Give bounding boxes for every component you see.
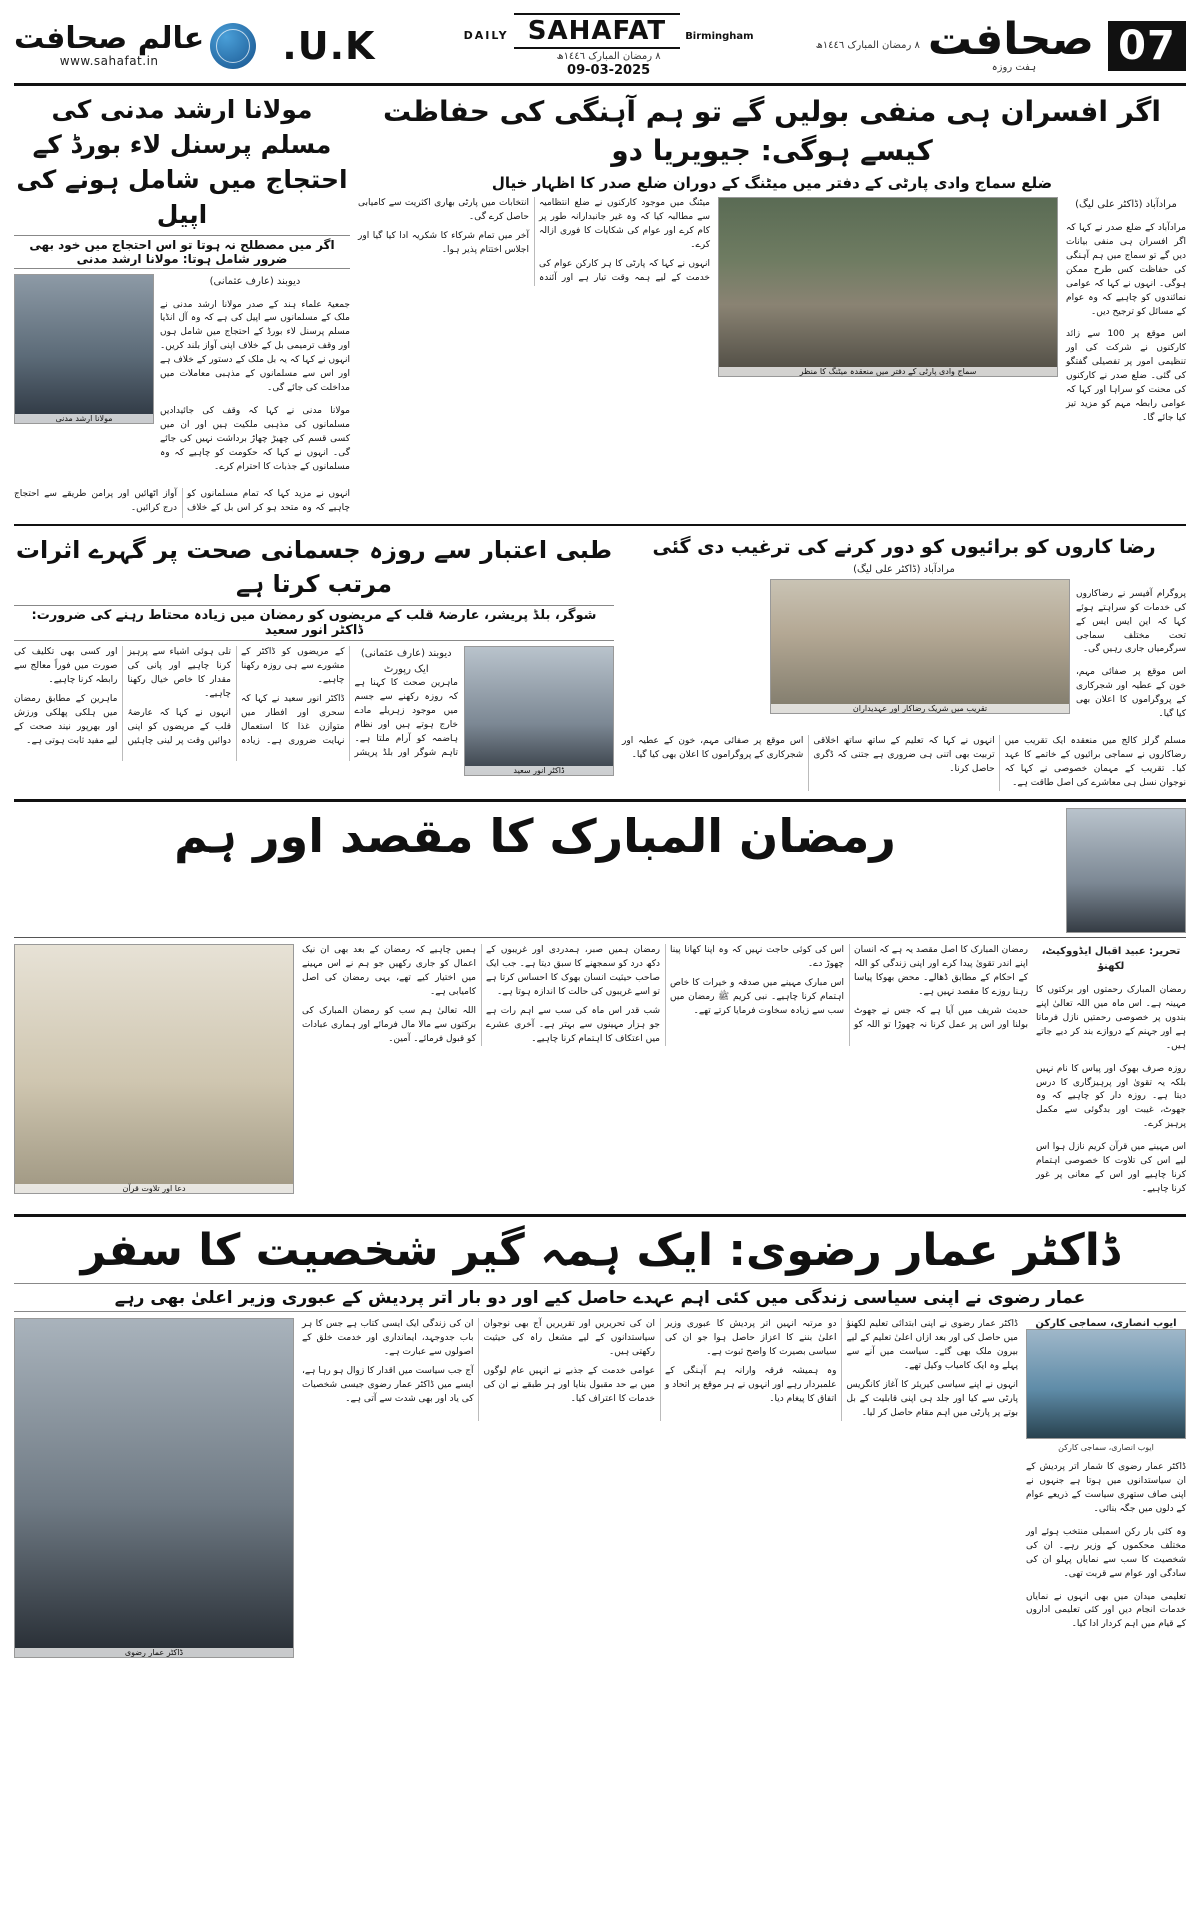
rizvi-side-photo-caption: ایوب انصاری، سماجی کارکن — [1058, 1443, 1154, 1453]
story-madani-headline: مولانا ارشد مدنی کی مسلم پرسنل لاء بورڈ کے احتجاج میں شامل ہونے کی اپیل — [16, 95, 348, 229]
masthead-arabic: ٨ رمضان المبارک ١٤٤٦ھ — [556, 51, 661, 62]
ramzan-para: اللہ تعالیٰ ہم سب کو رمضان المبارک کی برکتوں سے مالا مال فرمائے اور ہماری عبادات کو قبول فرمائے۔ آمین۔ — [302, 1005, 476, 1044]
ramzan-para: شب قدر اس ماہ کی سب سے اہم رات ہے جو ہزار مہینوں سے بہتر ہے۔ آخری عشرے میں اعتکاف کا اہتمام کرنا چاہیے۔ — [486, 1005, 660, 1044]
story-samajwadi-dateline: مرادآباد (ڈاکٹر علی لیگ) — [1075, 199, 1177, 211]
ramzan-para: حدیث شریف میں آیا ہے کہ جس نے جھوٹ بولنا اور اس پر عمل کرنا نہ چھوڑا تو اللہ کو اس کی کوئی حاجت نہیں کہ وہ اپنا کھانا پینا چھوڑ دے۔ — [670, 944, 1028, 1030]
brand-urdu: عالم صحافت — [14, 20, 205, 56]
rizvi-para: انہوں نے اپنے سیاسی کیریئر کا آغاز کانگریس پارٹی سے کیا اور جلد ہی اپنی قابلیت کے بل بوتے پر پارٹی میں اہم مقام حاصل کر لیا۔ — [846, 1379, 1018, 1418]
edition-label: U.K. — [282, 23, 376, 68]
rizvi-main-photo — [14, 1318, 294, 1658]
ramzan-side-para: روزہ صرف بھوک اور پیاس کا نام نہیں بلکہ یہ تقویٰ اور پرہیزگاری کا درس دیتا ہے۔ روزہ دار کو چاہیے کہ وہ جھوٹ، غیبت اور بدگوئی سے مکمل پرہیز کرے۔ — [1036, 1063, 1186, 1130]
story-volunteers-para: پروگرام آفیسر نے رضاکاروں کی خدمات کو سراہتے ہوئے کہا کہ این ایس ایس کے تحت مختلف سماجی سرگرمیاں جاری رہیں گی۔ — [1076, 588, 1186, 655]
globe-icon — [210, 23, 256, 69]
rizvi-side-column — [1026, 1318, 1186, 1658]
rizvi-side-para: ڈاکٹر عمار رضوی کا شمار اتر پردیش کے ان سیاستدانوں میں ہوتا ہے جنہوں نے اپنی صاف ستھری سیاست کے ذریعے عوام کے دلوں میں جگہ بنائی۔ — [1026, 1462, 1186, 1514]
story-volunteers-para: اس موقع پر صفائی مہم، خون کے عطیہ اور شجرکاری کے پروگراموں کا اعلان بھی کیا گیا۔ — [622, 736, 804, 761]
rizvi-side-para: وہ کئی بار رکن اسمبلی منتخب ہوئے اور مختلف محکموں کے وزیر رہے۔ ان کی شخصیت کا سب سے نمایاں پہلو ان کی سادگی اور عوام سے قربت تھی۔ — [1026, 1526, 1186, 1579]
rizvi-para: ڈاکٹر عمار رضوی نے اپنی ابتدائی تعلیم لکھنؤ میں حاصل کی اور بعد ازاں اعلیٰ تعلیم کے لیے بیرون ملک بھی گئے۔ سیاست میں آنے سے پہلے وہ ایک کامیاب وکیل تھے۔ — [846, 1319, 1018, 1371]
story-fasting-health — [14, 534, 614, 791]
story-fasting-headline: طبی اعتبار سے روزہ جسمانی صحت پر گہرے اثرات مرتب کرتا ہے — [15, 536, 613, 598]
ramzan-author-photo — [1066, 808, 1186, 933]
story-samajwadi-para: انہوں نے کہا کہ پارٹی کا ہر کارکن عوام کی خدمت کے لیے ہمہ وقت تیار ہے اور آئندہ انتخابات میں پارٹی بھاری اکثریت سے کامیابی حاصل کرے گی۔ — [358, 198, 710, 284]
story-madani-para: جمعیۃ علماء ہند کے صدر مولانا ارشد مدنی نے ملک کے مسلمانوں سے اپیل کی ہے کہ وہ آل انڈیا مسلم پرسنل لاء بورڈ کے احتجاج میں شامل ہوں اور وقف ترمیمی بل کے خلاف اپنی آواز بلند کریں۔ انہوں نے کہا کہ یہ بل ملک کے دستور کے خلاف ہے اور اس سے مسلمانوں کے مذہبی معاملات میں مداخلت کی جائے گی۔ — [160, 299, 350, 394]
ramzan-photo — [14, 944, 294, 1194]
story-volunteers-photo — [770, 579, 1070, 714]
rizvi-side-para: تعلیمی میدان میں بھی انہوں نے نمایاں خدمات انجام دیں اور کئی تعلیمی اداروں کے قیام میں اہم کردار ادا کیا۔ — [1026, 1591, 1186, 1630]
story-samajwadi — [358, 92, 1186, 518]
story-madani-photo-caption: مولانا ارشد مدنی — [15, 414, 153, 423]
story-volunteers-headline: رضا کاروں کو برائیوں کو دور کرنے کی ترغیب دی گئی — [652, 536, 1156, 559]
story-fasting-para: انہوں نے کہا کہ عارضۂ قلب کے مریضوں کو اپنی دوائیں وقت پر لینی چاہئیں اور کسی بھی تکلیف کی صورت میں فوراً معالج سے رابطہ کرنا چاہیے۔ — [14, 647, 231, 746]
edition-city: Birmingham — [685, 31, 754, 42]
story-volunteers-para: انہوں نے کہا کہ تعلیم کے ساتھ ساتھ اخلاقی تربیت بھی اتنی ہی ضروری ہے جتنی کہ ڈگری حاصل کرنا۔ — [813, 736, 995, 775]
story-madani-para: مولانا مدنی نے کہا کہ وقف کی جائیدادیں مسلمانوں کی مذہبی ملکیت ہیں اور ان میں کسی قسم کی چھیڑ چھاڑ برداشت نہیں کی جائے گی۔ انہوں نے کہا کہ حکومت کو چاہیے کہ وہ مسلمانوں کے جذبات کا احترام کرے۔ — [160, 406, 350, 472]
story-madani-para: انہوں نے مزید کہا کہ تمام مسلمانوں کو چاہیے کہ وہ متحد ہو کر اس بل کے خلاف آواز اٹھائیں اور پرامن طریقے سے احتجاج درج کرائیں۔ — [14, 488, 350, 513]
website-url[interactable]: www.sahafat.in — [59, 53, 159, 68]
rizvi-title: ڈاکٹر عمار رضوی: ایک ہمہ گیر شخصیت کا سفر — [80, 1225, 1120, 1277]
daily-label: DAILY — [463, 29, 509, 42]
story-volunteers-dateline: مرادآباد (ڈاکٹر علی لیگ) — [853, 563, 955, 575]
ramzan-title: رمضان المبارک کا مقصد اور ہم — [174, 808, 896, 863]
story-samajwadi-subhead: ضلع سماج وادی پارٹی کے دفتر میں میٹنگ کے دوران ضلع صدر کا اظہار خیال — [491, 174, 1053, 193]
story-samajwadi-para: آخر میں تمام شرکاء کا شکریہ ادا کیا گیا اور اجلاس اختتام پذیر ہوا۔ — [358, 231, 529, 256]
story-samajwadi-para: میٹنگ میں موجود کارکنوں نے ضلع انتظامیہ سے مطالبہ کیا کہ وہ غیر جانبدارانہ طور پر کام کرے اور عوام کی شکایات کا فوری ازالہ کرے۔ — [539, 198, 710, 251]
rizvi-main-photo-caption: ڈاکٹر عمار رضوی — [15, 1648, 293, 1657]
feature-rizvi — [14, 1214, 1186, 1658]
ramzan-author-caption: تحریر: عبید اقبال ایڈووکیٹ، لکھنؤ — [1041, 945, 1181, 973]
urdu-logo-sub: ہفت روزہ — [991, 62, 1037, 73]
feature-ramzan — [14, 799, 1186, 1206]
story-fasting-subhead: شوگر، بلڈ پریشر، عارضۂ قلب کے مریضوں کو رمضان میں زیادہ محتاط رہنے کی ضرورت: ڈاکٹر انور سعید — [14, 605, 614, 641]
story-samajwadi-para: مرادآباد کے ضلع صدر نے کہا کہ اگر افسران ہی منفی بیانات دیں گے تو سماج میں ہم آہنگی کی حفاظت کس طرح ممکن ہوگی۔ انہوں نے کہا کہ عوامی نمائندوں کو چاہیے کہ وہ عوام کے مسائل کو ترجیح دیں۔ — [1066, 222, 1186, 317]
section-news-top — [14, 92, 1186, 518]
story-samajwadi-body — [358, 197, 710, 286]
rizvi-para: ان کی زندگی ایک ایسی کتاب ہے جس کا ہر باب جدوجہد، ایمانداری اور خدمت خلق کے اصولوں سے عبارت ہے۔ — [302, 1319, 474, 1357]
rizvi-para: وہ ہمیشہ فرقہ وارانہ ہم آہنگی کے علمبردار رہے اور انہوں نے ہر موقع پر اتحاد و اتفاق کا پیغام دیا۔ — [665, 1365, 837, 1404]
ramzan-body — [302, 944, 1028, 1047]
story-madani — [14, 92, 350, 518]
rizvi-para: دو مرتبہ انہیں اتر پردیش کا عبوری وزیر اعلیٰ بننے کا اعزاز حاصل ہوا جو ان کی سیاسی بصیرت کا واضح ثبوت ہے۔ — [665, 1319, 837, 1357]
story-samajwadi-para: اس موقع پر 100 سے زائد کارکنوں نے شرکت کی اور تنظیمی امور پر تفصیلی گفتگو کی گئی۔ ضلع صدر نے کارکنوں کی محنت کو سراہا اور کہا کہ عوامی رابطہ مہم کو مزید تیز کیا جائے گا۔ — [1066, 329, 1186, 424]
story-fasting-body — [14, 646, 458, 761]
story-fasting-para: ماہرین کے مطابق رمضان میں ہلکی پھلکی ورزش اور بھرپور نیند صحت کے لیے مفید ثابت ہوتی ہے۔ — [14, 694, 118, 746]
ramzan-side-para: رمضان المبارک رحمتوں اور برکتوں کا مہینہ ہے۔ اس ماہ میں اللہ تعالیٰ اپنے بندوں پر خصوصی رحمتیں نازل فرماتا ہے اور جہنم کے دروازے بند کر دیے جاتے ہیں۔ — [1036, 984, 1186, 1051]
ramzan-para: رمضان ہمیں صبر، ہمدردی اور غریبوں کے دکھ درد کو سمجھنے کا سبق دیتا ہے۔ جب ایک صاحب حیثیت انسان بھوک کا احساس کرتا ہے تو اسے غریبوں کی حالت کا اندازہ ہوتا ہے۔ — [486, 944, 660, 997]
rizvi-byline: ایوب انصاری، سماجی کارکن — [1035, 1318, 1177, 1330]
rizvi-side-photo — [1026, 1329, 1186, 1439]
rizvi-para: عوامی خدمت کے جذبے نے انہیں عام لوگوں میں بے حد مقبول بنایا اور ہر طبقے نے ان کی خدمات کا اعتراف کیا۔ — [483, 1365, 655, 1404]
story-madani-subhead: اگر میں مصطلح نہ ہوتا تو اس احتجاج میں خود بھی ضرور شامل ہوتا: مولانا ارشد مدنی — [14, 235, 350, 269]
story-fasting-para: ماہرین صحت کا کہنا ہے کہ روزہ رکھنے سے جسم میں موجود زہریلے مادے خارج ہوتے ہیں اور نظام ہاضمہ کو آرام ملتا ہے۔ تاہم شوگر اور بلڈ پریشر کے مریضوں کو ڈاکٹر کے مشورے سے ہی روزہ رکھنا چاہیے۔ — [241, 647, 458, 758]
rizvi-body — [302, 1318, 1018, 1421]
paper-name: SAHAFAT — [514, 13, 680, 49]
story-samajwadi-photo-caption: سماج وادی پارٹی کے دفتر میں منعقدہ میٹنگ کا منظر — [719, 367, 1057, 376]
story-fasting-para: ڈاکٹر انور سعید نے کہا کہ سحری اور افطار میں متوازن غذا کا استعمال نہایت ضروری ہے۔ زیادہ تلی ہوئی اشیاء سے پرہیز کرنا چاہیے اور پانی کی مقدار کا خاص خیال رکھنا چاہیے۔ — [127, 647, 345, 746]
rizvi-para: ان کی تحریریں اور تقریریں آج بھی نوجوان سیاستدانوں کے لیے مشعل راہ کی حیثیت رکھتی ہیں۔ — [483, 1319, 655, 1357]
section-divider — [14, 524, 1186, 526]
story-volunteers-photo-caption: تقریب میں شریک رضاکار اور عہدیداران — [771, 704, 1069, 713]
rizvi-para: آج جب سیاست میں اقدار کا زوال ہو رہا ہے، ایسے میں ڈاکٹر عمار رضوی جیسی شخصیات کی یاد اور بھی شدت سے آتی ہے۔ — [302, 1365, 474, 1404]
ramzan-photo-caption: دعا اور تلاوت قرآن — [15, 1184, 293, 1193]
story-volunteers-para: مسلم گرلز کالج میں منعقدہ ایک تقریب میں رضاکاروں نے سماجی برائیوں کے خاتمے کا عہد کیا۔ تقریب کے مہمان خصوصی نے کہا کہ نوجوان نسل ہی معاشرے کی اصل طاقت ہے۔ — [1004, 736, 1186, 788]
story-madani-body — [160, 274, 350, 484]
issue-date: 09-03-2025 — [567, 63, 651, 78]
masthead — [14, 10, 1186, 86]
ramzan-para: اس مبارک مہینے میں صدقہ و خیرات کا خاص اہتمام کرنا چاہیے۔ نبی کریم ﷺ رمضان میں سب سے زیادہ سخاوت فرمایا کرتے تھے۔ — [670, 977, 844, 1016]
story-madani-dateline: دیوبند (عارف عثمانی) — [209, 276, 301, 287]
story-fasting-photo — [464, 646, 614, 776]
ramzan-para: ہمیں چاہیے کہ رمضان کے بعد بھی ان نیک اعمال کو جاری رکھیں جو ہم نے اس مہینے میں اختیار کیے تھے، یہی رمضان کی اصل کامیابی ہے۔ — [302, 944, 476, 997]
page-number: 07 — [1108, 21, 1186, 71]
ramzan-side-column — [1036, 944, 1186, 1206]
story-samajwadi-photo — [718, 197, 1058, 377]
story-madani-photo — [14, 274, 154, 424]
hijri-date: ٨ رمضان المبارک ١٤٤٦ھ — [815, 40, 920, 51]
ramzan-side-para: اس مہینے میں قرآن کریم نازل ہوا اس لیے اس کی تلاوت کا خصوصی اہتمام کرنا چاہیے اور اس کے معانی پر غور کرنا چاہیے۔ — [1036, 1142, 1186, 1195]
masthead-center — [401, 13, 815, 78]
story-volunteers — [622, 534, 1186, 791]
rizvi-subtitle: عمار رضوی نے اپنی سیاسی زندگی میں کئی اہم عہدے حاصل کیے اور دو بار اتر پردیش کے عبوری وزیر اعلیٰ بھی رہے — [14, 1283, 1186, 1312]
story-samajwadi-headline: اگر افسران ہی منفی بولیں گے تو ہم آہنگی کی حفاظت کیسے ہوگی: جیویریا دو — [383, 95, 1161, 168]
masthead-left — [815, 14, 1186, 73]
urdu-logo: صحافت — [927, 14, 1094, 65]
ramzan-para: رمضان المبارک کا اصل مقصد یہ ہے کہ انسان اپنے اندر تقویٰ پیدا کرے اور اپنی زندگی کو اللہ کے احکام کے مطابق ڈھالے۔ محض بھوکا پیاسا رہنا روزے کا مقصد نہیں ہے۔ — [854, 944, 1028, 997]
story-fasting-photo-caption: ڈاکٹر انور سعید — [465, 766, 613, 775]
section-news-middle — [14, 534, 1186, 791]
story-volunteers-para: اس موقع پر صفائی مہم، خون کے عطیہ اور شجرکاری کے پروگراموں کا اعلان بھی کیا گیا۔ — [1076, 667, 1186, 720]
masthead-right — [14, 20, 256, 69]
story-fasting-dateline: دیوبند (عارف عثمانی) ایک رپورٹ — [360, 648, 452, 675]
